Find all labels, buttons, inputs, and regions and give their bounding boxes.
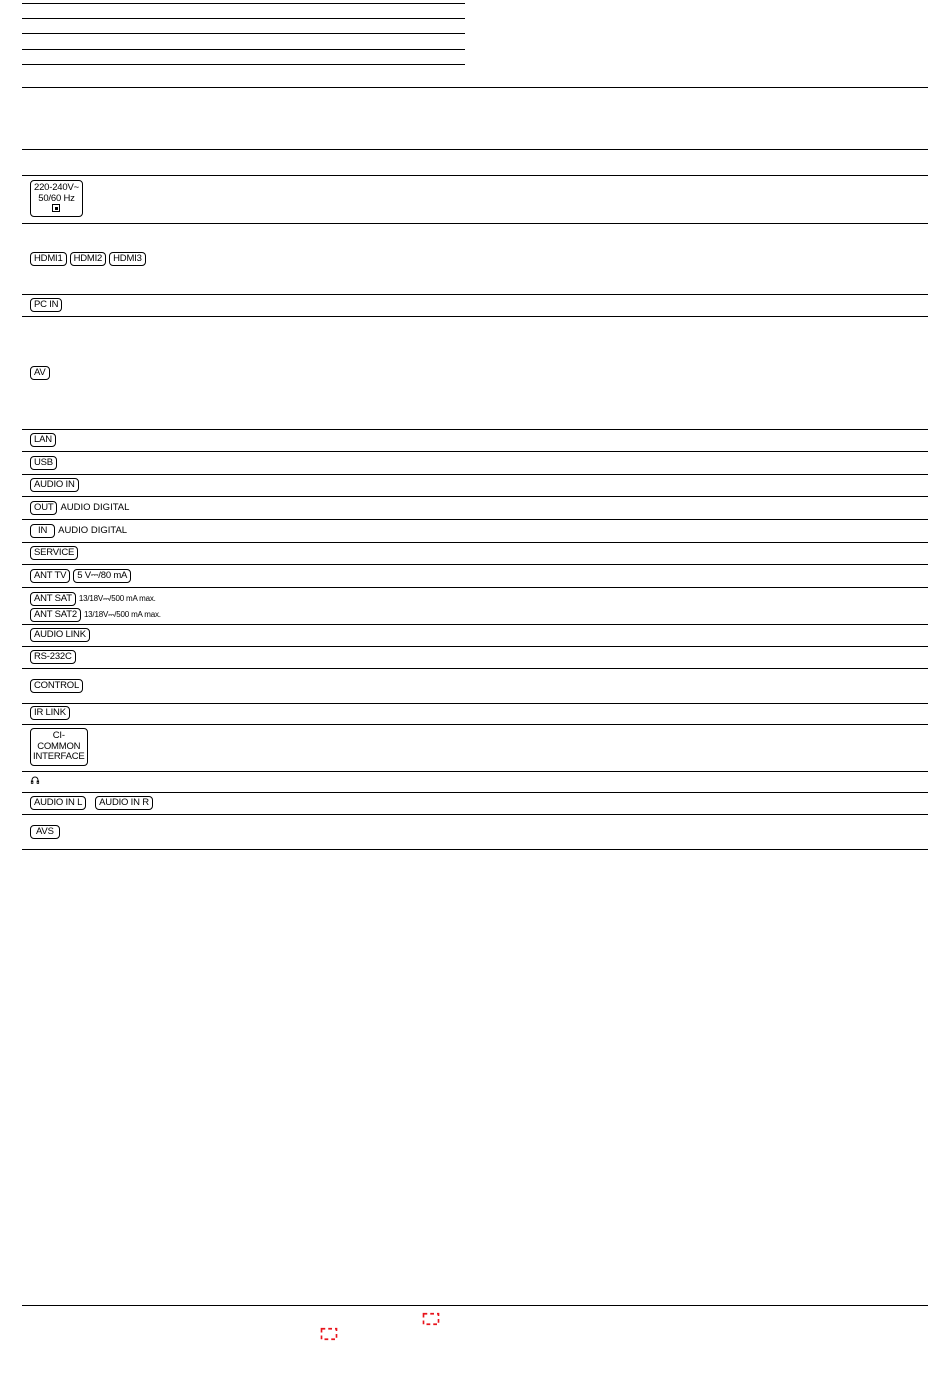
hdmi1-label: HDMI1 [30, 252, 67, 266]
table-rule [22, 703, 928, 704]
hdmi3-label: HDMI3 [109, 252, 146, 266]
ant-sat2-label: ANT SAT2 [30, 608, 81, 622]
power-voltage: 220-240V~ [34, 182, 79, 193]
lan-label: LAN [30, 433, 56, 447]
audio-digital-out-row [30, 501, 129, 515]
av-label: AV [30, 366, 50, 380]
red-dashed-marker [320, 1327, 338, 1341]
red-dashed-marker [422, 1312, 440, 1326]
ci-line2: COMMON [37, 740, 81, 752]
ant-tv-label: ANT TV [30, 569, 70, 583]
ant-sat-label: ANT SAT [30, 592, 76, 606]
audio-in-label: AUDIO IN [30, 478, 79, 492]
pc-in-label: PC IN [30, 298, 62, 312]
rs232c-label: RS-232C [30, 650, 76, 664]
control-row [30, 679, 83, 693]
rs232c-row [30, 650, 76, 664]
table-rule [22, 792, 928, 793]
audio-link-label: AUDIO LINK [30, 628, 90, 642]
control-label: CONTROL [30, 679, 83, 693]
table-rule [22, 564, 928, 565]
table-rule [22, 496, 928, 497]
audio-in-row [30, 478, 79, 492]
ir-link-row [30, 706, 70, 720]
audio-digital-in-row [30, 524, 127, 538]
audio-in-r-label: AUDIO IN R [95, 796, 153, 810]
double-insulation-icon [52, 204, 60, 212]
ci-row [30, 728, 88, 766]
audio-digital-out-text: AUDIO DIGITAL [60, 502, 130, 513]
audio-link-row [30, 628, 90, 642]
table-rule [22, 429, 928, 430]
in-label: IN [30, 524, 55, 538]
audio-in-l-label: AUDIO IN L [30, 796, 86, 810]
avs-label: AVS [30, 825, 60, 839]
audio-in-lr-row [30, 796, 153, 810]
table-bottom-rule [22, 849, 928, 850]
table-rule [22, 724, 928, 725]
avs-row [30, 825, 60, 839]
hdmi2-label: HDMI2 [70, 252, 107, 266]
table-rule [22, 294, 928, 295]
ir-link-label: IR LINK [30, 706, 70, 720]
table-rule [22, 814, 928, 815]
ci-label [30, 728, 88, 766]
ant-tv-power-label: 5 V⎓/80 mA [73, 569, 131, 583]
usb-label: USB [30, 456, 57, 470]
table-rule [22, 474, 928, 475]
ant-sat-spec: 13/18V⎓/500 mA max. [78, 594, 156, 603]
table-rule [22, 223, 928, 224]
rule [22, 33, 465, 34]
power-frequency: 50/60 Hz [38, 192, 75, 204]
out-label: OUT [30, 501, 57, 515]
hdmi-row [30, 252, 146, 266]
ci-line1: CI- [52, 730, 65, 741]
table-rule [22, 646, 928, 647]
headphone-icon [30, 775, 40, 787]
ant-sat-row [30, 592, 161, 622]
rule [22, 64, 465, 65]
table-rule [22, 771, 928, 772]
ant-sat2-spec: 13/18V⎓/500 mA max. [83, 610, 161, 619]
lan-row [30, 433, 56, 447]
headphone-row [30, 775, 40, 787]
rule [22, 49, 465, 50]
service-label: SERVICE [30, 546, 78, 560]
table-rule [22, 624, 928, 625]
table-top-rule [22, 87, 928, 88]
table-rule [22, 668, 928, 669]
usb-row [30, 456, 57, 470]
power-spec-row [30, 180, 83, 217]
table-header-rule [22, 149, 928, 150]
av-row [30, 366, 50, 380]
rule [22, 18, 465, 19]
ci-line3: INTERFACE [33, 751, 85, 762]
table-rule [22, 451, 928, 452]
power-spec-label [30, 180, 83, 217]
service-row [30, 546, 78, 560]
ant-tv-row [30, 569, 131, 583]
rule [22, 3, 465, 4]
table-rule [22, 519, 928, 520]
table-rule [22, 175, 928, 176]
footer-rule [22, 1305, 928, 1306]
audio-digital-in-text: AUDIO DIGITAL [58, 525, 128, 536]
pc-in-row [30, 298, 62, 312]
table-rule [22, 587, 928, 588]
table-rule [22, 316, 928, 317]
table-rule [22, 542, 928, 543]
